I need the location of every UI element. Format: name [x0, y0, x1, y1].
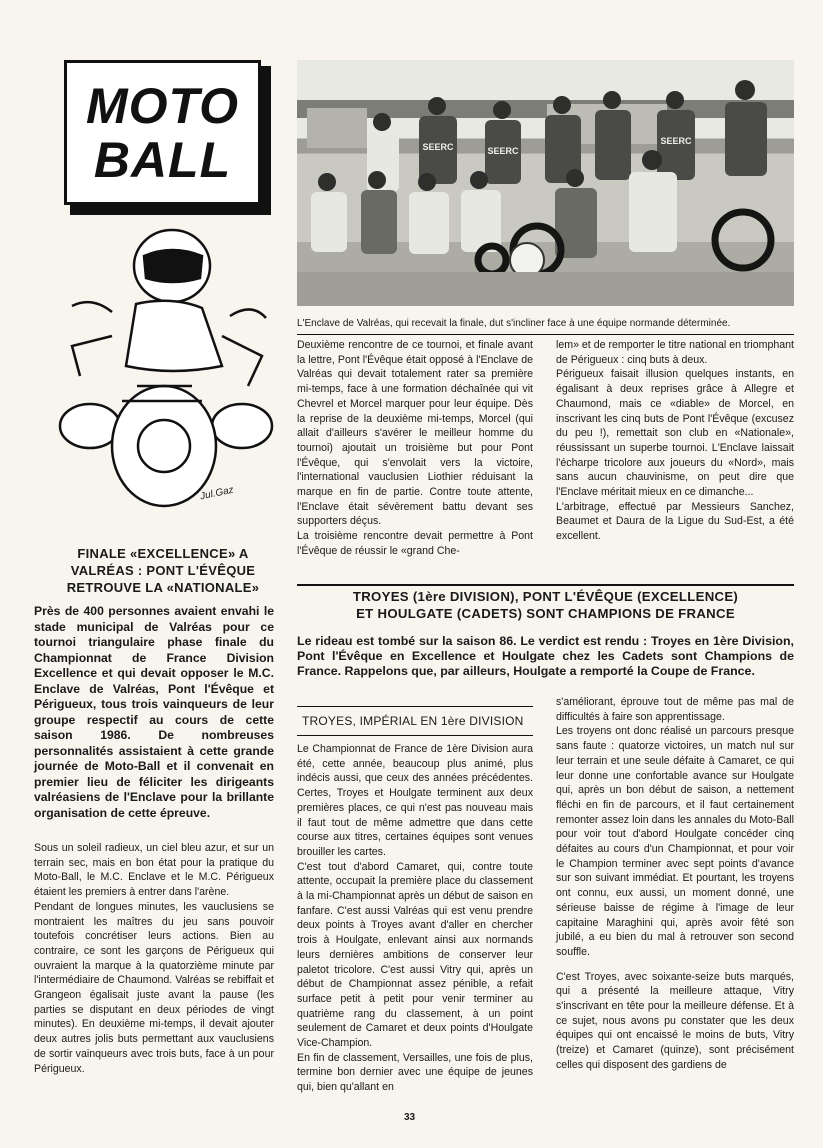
right-bottom-paragraph: s'améliorant, éprouve tout de même pas mal de difficultés à faire son apprentissage. — [556, 696, 794, 723]
banner-lead: Le rideau est tombé sur la saison 86. Le verdict est rendu : Troyes en 1ère Division, Pont l'Évêque en Excellence et Houlgate chez les Cadets sont Champions de France. Rappelons que, par ailleurs, Houlgate a remporté la Coupe de France. — [297, 634, 794, 679]
cartoon-drawing — [52, 226, 274, 532]
jersey-text: SEERC — [422, 142, 454, 152]
left-paragraph: Pendant de longues minutes, les vauclusiens se montraient les maîtres du jeu sans pouvoir toutefois concrétiser leurs actions. Bien au contraire, ce sont les garçons de Périgueux qui ouvraient la marque à la quatorzième minute par l'intermédiaire de Chaumond. Valréas se rebiffait et Grangeon égalisait juste avant la pause (les parties se disputant en deux périodes de vingt minutes). En deuxième mi-temps, il devait ajouter deux autres jolis buts permettant aux vauclusiens de sortir vainqueurs avec trois buts, face à un pour Périgueux. — [34, 900, 274, 1075]
left-title-line-1: FINALE «EXCELLENCE» A — [77, 546, 249, 561]
middle-bottom-column — [297, 742, 533, 1095]
right-top-paragraph: lem» et de remporter le titre national en triomphant de Périgueux : cinq buts à deux. — [556, 339, 794, 366]
logo-line-2: BALL — [93, 131, 232, 188]
team-photo — [297, 60, 794, 306]
left-paragraph: Sous un soleil radieux, un ciel bleu azur, et sur un terrain sec, mais en bon état pour la pratique du Moto-Ball, le M.C. Enclave et le M.C. Périgueux étaient les premiers à entrer dans l'arène. — [34, 842, 274, 899]
cartoon-motorcyclist-illustration — [52, 226, 274, 532]
artist-signature: Jul.Gaz — [199, 484, 235, 503]
middle-bottom-paragraph: En fin de classement, Versailles, une fois de plus, termine bon dernier avec une équipe de jeunes qui, bien qu'allant en — [297, 1051, 533, 1094]
banner-rule — [297, 584, 794, 586]
middle-top-paragraph: Deuxième rencontre de ce tournoi, et finale avant la lettre, Pont l'Évêque était opposé à l'Enclave de Valréas qui devait totalement rater sa première mi-temps, face à une formation déchaînée qui vit Chevrel et Morcel marquer pour leur équipe. Dès la reprise de la deuxième mi-temps, Morcel (qui allait d'ailleurs s'avérer le meilleur homme du tournoi) ajoutait un troisième but pour Pont l'Évêque, qui s'envolait vers la victoire, l'international vauclusien Liothier réduisant la marque en fin de partie. Contre toute attente, l'Enclave était sévèrement battu devant ses supporters déçus. — [297, 339, 533, 528]
banner-title-line-1: TROYES (1ère DIVISION), PONT L'ÉVÊQUE (EXCELLENCE) — [352, 589, 739, 604]
subhead-troyes: TROYES, IMPÉRIAL EN 1ère DIVISION — [302, 714, 524, 728]
banner-title-line-2: ET HOULGATE (CADETS) SONT CHAMPIONS DE FRANCE — [356, 606, 735, 621]
team-photo-drawing — [297, 60, 794, 306]
caption-rule — [297, 334, 794, 335]
right-top-paragraph: L'arbitrage, effectué par Messieurs Sanchez, Beaumet et Daura de la Ligue du Sud-Est, a été excellent. — [556, 500, 794, 543]
moto-ball-logo — [64, 60, 261, 205]
right-bottom-paragraph: Les troyens ont donc réalisé un parcours presque sans faute : quatorze victoires, un match nul sur leur terrain et une seule défaite à Camaret, ce qui leur donne une confortable avance sur Houlgate qui, après un bon début de saison, a nettement fléchi en fin de parcours, et il faut certainement remonter assez loin dans les annales du Moto-Ball pour voir tout d'abord Houlgate concéder cinq défaites au cours d'un Championnat, et pour voir le Champion terminer avec sept points d'avance sur son suivant immédiat. Et pourtant, les troyens ont connu, eux aussi, un moment donné, une sérieuse baisse de régime à l'image de leur capitaine Maraghini qui, après avoir fêté son jubilé, a eu bien du mal à retrouver son second souffle. — [556, 725, 794, 958]
jersey-text: SEERC — [487, 146, 519, 156]
left-title-line-3: RETROUVE LA «NATIONALE» — [66, 580, 260, 595]
middle-top-paragraph: La troisième rencontre devait permettre à Pont l'Évêque de réussir le «grand Che- — [297, 530, 533, 557]
subhead-rule-bottom — [297, 735, 533, 736]
middle-top-column — [297, 338, 533, 559]
left-section-title — [42, 545, 284, 596]
right-bottom-paragraph: C'est Troyes, avec soixante-seize buts marqués, qui a présenté la meilleure attaque, Vitry s'inscrivant en tête pour la meilleure défense. Et à ce sujet, nous avons pu constater que les deux équipes qui ont encaissé le moins de buts, Vitry (treize) et Camaret (quinze), sont précisément celles qui disposent des gardiens de — [556, 970, 794, 1071]
right-top-column — [556, 338, 794, 544]
page-number: 33 — [404, 1112, 416, 1123]
middle-bottom-paragraph: Le Championnat de France de 1ère Division aura été, cette année, beaucoup plus animé, plus indécis aussi, que ceux des années précédentes. Certes, Troyes et Houlgate terminent aux deux premières places, ce qui n'est pas nouveau mais il faut tout de même admettre que dans cette course aux titres, certaines équipes sont venues brouiller les cartes. — [297, 743, 533, 858]
right-top-paragraph: Périgueux faisait illusion quelques instants, en égalisant à deux reprises grâce à Allegre et Chaumond, mais ce «diable» de Morcel, en inscrivant les cinq buts de Pont l'Évêque (excusez du peu !), remettait son club en «Nationale», réussissant un superbe tournoi. L'Enclave laissait l'écharpe tricolore aux joueurs du «Nord», mais sans aucun chauvinisme, on peut dire que l'Enclave méritait mieux en ce dimanche... — [556, 368, 794, 499]
left-title-line-2: VALRÉAS : PONT L'ÉVÊQUE — [70, 563, 256, 578]
logo-line-1: MOTO — [85, 77, 240, 134]
right-bottom-column — [556, 695, 794, 1073]
banner-title — [297, 588, 794, 622]
photo-caption: L'Enclave de Valréas, qui recevait la finale, dut s'incliner face à une équipe normande déterminée. — [297, 318, 731, 329]
subhead-rule-top — [297, 706, 533, 707]
middle-bottom-paragraph: C'est tout d'abord Camaret, qui, contre toute attente, occupait la première place du classement à la mi-Championnat après un début de saison en fanfare. C'est aussi Valréas qui est venu prendre deux points à Troyes avant d'aller en chercher trois à Houlgate, enlevant ainsi aux normands leurs dernières ambitions de conserver leur paletot tricolore. C'est aussi Vitry qui, après un début de Championnat assez pénible, a refait surface petit à petit pour venir terminer au quatrième rang du classement, à un point seulement de Camaret et deux points d'Houlgate Vice-Champion. — [297, 860, 533, 1050]
jersey-text: SEERC — [660, 136, 692, 146]
left-lead-paragraph: Près de 400 personnes avaient envahi le stade municipal de Valréas pour ce tournoi triangulaire phase finale du Championnat de France Division Excellence et qui devait opposer le M.C. Enclave de Valréas, Pont l'Évêque et Périgueux, tous trois vainqueurs de leur groupe respectif au cours de cette saison 1986. De nombreuses personnalités assistaient à cette grande journée de Moto-Ball et il convenait en premier lieu de féliciter les dirigeants valréasiens de l'Enclave pour la brillante organisation de cette épreuve. — [34, 604, 274, 820]
left-body-column — [34, 841, 274, 1076]
